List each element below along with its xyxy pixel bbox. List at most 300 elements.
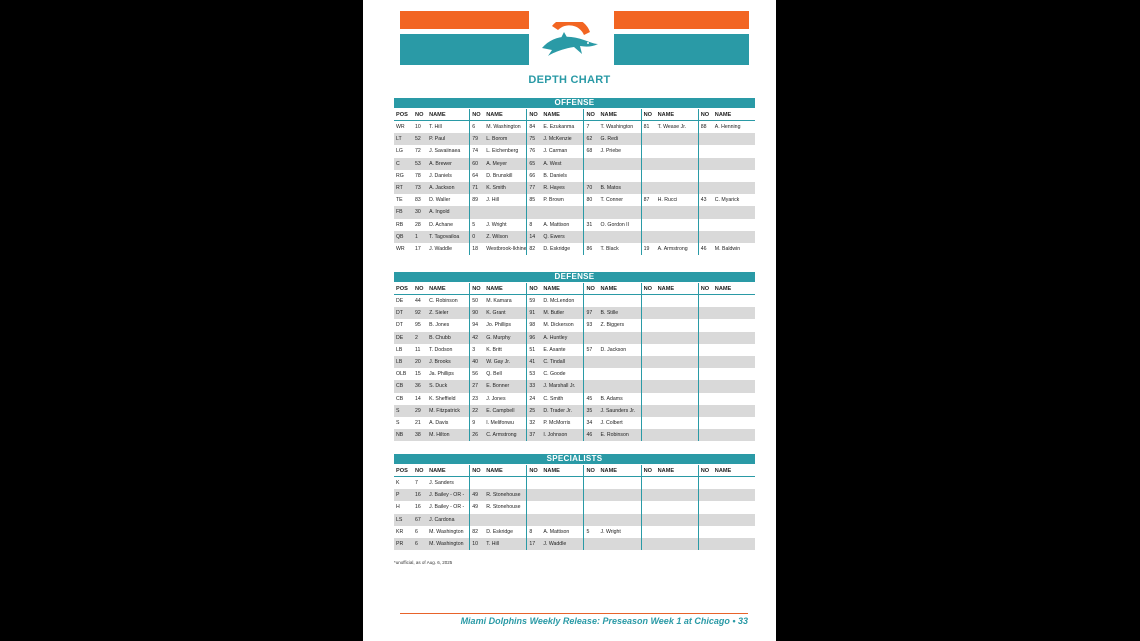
player-name-cell: H. Rucci (657, 197, 678, 204)
number-cell: 44 (415, 298, 421, 305)
position-cell: LB (396, 346, 403, 353)
position-cell: CB (396, 395, 404, 402)
player-name-cell (656, 158, 699, 170)
position-cell: LT (394, 133, 413, 145)
number-cell: 16 (415, 504, 421, 511)
player-name-cell (713, 417, 755, 429)
specialists-section-header: SPECIALISTS (394, 454, 755, 464)
player-name-cell (656, 356, 699, 368)
player-name-cell (713, 170, 755, 182)
player-name-cell (656, 368, 699, 380)
number-cell: 73 (413, 182, 427, 194)
player-name-cell: R. Stonehouse (484, 489, 527, 501)
player-name-cell (656, 170, 699, 182)
player-name-cell: J. Bailey - OR - (427, 489, 470, 501)
player-name-cell: T. Tagovailoa (427, 231, 470, 243)
position-cell: H (396, 504, 400, 511)
number-cell (641, 344, 656, 356)
number-cell (698, 405, 713, 417)
player-name-cell: P. Brown (543, 197, 564, 204)
player-name-cell (713, 158, 755, 170)
column-header: NAME (656, 109, 699, 121)
number-cell: 25 (527, 405, 542, 417)
position-cell: S (394, 405, 413, 417)
player-name-cell (713, 182, 755, 194)
player-name-cell (713, 231, 755, 243)
table-row (394, 182, 755, 194)
number-cell (641, 170, 656, 182)
player-name-cell: J. Jones (486, 395, 506, 402)
player-name-cell: T. Conner (600, 197, 623, 204)
number-cell: 24 (527, 393, 542, 405)
player-name-cell (541, 501, 584, 513)
player-name-cell: T. Washington (600, 124, 634, 131)
number-cell: 53 (413, 158, 427, 170)
number-cell: 98 (527, 319, 542, 331)
column-header: NO (641, 109, 656, 121)
number-cell (641, 219, 656, 231)
number-cell: 17 (415, 245, 421, 252)
number-cell (527, 489, 542, 501)
player-name-cell (656, 332, 699, 344)
player-name-cell (713, 219, 755, 231)
player-name-cell: K. Smith (484, 182, 527, 194)
player-name-cell: E. Campbell (484, 405, 527, 417)
player-name-cell: T. Black (600, 245, 619, 252)
player-name-cell (713, 380, 755, 392)
column-header: NO (470, 109, 485, 121)
player-name-cell (713, 405, 755, 417)
number-cell: 3 (470, 344, 485, 356)
player-name-cell: A. Mattison (543, 528, 570, 535)
number-cell (698, 429, 713, 441)
number-cell (641, 538, 656, 550)
number-cell: 56 (470, 368, 485, 380)
column-header: NAME (713, 109, 755, 121)
number-cell (698, 356, 713, 368)
player-name-cell (599, 158, 642, 170)
player-name-cell: J. Wright (486, 221, 507, 228)
player-name-cell: J. Sanders (429, 480, 454, 487)
number-cell (698, 489, 713, 501)
player-name-cell (484, 514, 527, 526)
number-cell (584, 368, 599, 380)
column-header: POS (394, 109, 413, 121)
number-cell (698, 158, 713, 170)
number-cell (641, 368, 656, 380)
column-header: NO (698, 465, 713, 477)
column-header: NO (584, 109, 599, 121)
number-cell: 23 (470, 393, 485, 405)
player-name-cell (599, 368, 642, 380)
column-header: NO (470, 283, 485, 295)
player-name-cell (656, 307, 699, 319)
number-cell (641, 133, 656, 145)
number-cell: 35 (584, 405, 599, 417)
player-name-cell (713, 332, 755, 344)
number-cell: 66 (527, 170, 542, 182)
number-cell: 78 (415, 172, 421, 179)
column-header: NAME (427, 109, 470, 121)
number-cell: 2 (413, 332, 427, 344)
number-cell (641, 307, 656, 319)
player-name-cell: B. Adams (600, 395, 623, 402)
number-cell (584, 356, 599, 368)
footer-text: Miami Dolphins Weekly Release: Preseason Week 1 at Chicago • 33 (460, 616, 748, 626)
column-header: NAME (599, 109, 642, 121)
number-cell: 36 (413, 380, 427, 392)
number-cell: 79 (470, 133, 485, 145)
number-cell (584, 538, 599, 550)
column-header: NO (413, 109, 427, 121)
player-name-cell: A. Jackson (427, 182, 470, 194)
number-cell: 77 (527, 182, 542, 194)
player-name-cell (713, 477, 755, 490)
number-cell (641, 295, 656, 308)
number-cell: 6 (413, 538, 427, 550)
player-name-cell (713, 344, 755, 356)
table-row (394, 356, 755, 368)
table-row (394, 417, 755, 429)
number-cell: 64 (470, 170, 485, 182)
unofficial-note: *unofficial, as of Aug. 6, 2025 (394, 560, 453, 565)
number-cell (698, 477, 713, 490)
position-cell: RB (396, 221, 404, 228)
player-name-cell: Westbrook-Ikhine (486, 245, 527, 252)
table-row (394, 243, 755, 255)
table-row (394, 319, 755, 331)
number-cell: 37 (527, 429, 542, 441)
number-cell: 27 (470, 380, 485, 392)
number-cell: 9 (470, 417, 485, 429)
number-cell: 92 (413, 307, 427, 319)
number-cell: 6 (470, 121, 485, 134)
position-cell: S (396, 419, 400, 426)
defense-table (394, 283, 755, 441)
number-cell: 41 (527, 356, 542, 368)
player-name-cell: S. Duck (427, 380, 470, 392)
number-cell (698, 538, 713, 550)
table-row (394, 477, 755, 490)
number-cell: 21 (415, 419, 421, 426)
player-name-cell (599, 538, 642, 550)
player-name-cell: C. Smith (543, 395, 564, 402)
player-name-cell: I. Melifonwu (486, 419, 514, 426)
player-name-cell (713, 145, 755, 157)
table-row (394, 514, 755, 526)
number-cell (641, 380, 656, 392)
number-cell: 46 (584, 429, 599, 441)
column-header: NAME (541, 109, 584, 121)
number-cell: 74 (470, 145, 485, 157)
number-cell: 7 (584, 121, 599, 134)
number-cell (470, 477, 485, 490)
number-cell (698, 319, 713, 331)
number-cell: 93 (584, 319, 599, 331)
number-cell: 96 (527, 332, 542, 344)
header-row (394, 465, 755, 477)
number-cell (584, 477, 599, 490)
player-name-cell: T. Hill (484, 538, 527, 550)
number-cell: 72 (415, 148, 421, 155)
player-name-cell: A. Mattison (543, 221, 570, 228)
player-name-cell: J. Wright (600, 528, 621, 535)
number-cell: 5 (584, 526, 599, 538)
number-cell: 40 (470, 356, 485, 368)
player-name-cell: J. Marshall Jr. (541, 380, 584, 392)
position-cell: KR (396, 528, 404, 535)
player-name-cell (713, 514, 755, 526)
player-name-cell (656, 538, 699, 550)
defense-section-header: DEFENSE (394, 272, 755, 282)
number-cell: 60 (470, 158, 485, 170)
number-cell: 28 (415, 221, 421, 228)
number-cell (584, 206, 599, 218)
table-row (394, 145, 755, 157)
number-cell (584, 380, 599, 392)
column-header: NO (698, 109, 713, 121)
position-cell: WR (396, 124, 405, 131)
number-cell (470, 514, 485, 526)
number-cell: 80 (584, 194, 599, 206)
number-cell (698, 393, 713, 405)
number-cell (584, 514, 599, 526)
number-cell: 43 (698, 194, 713, 206)
player-name-cell (656, 417, 699, 429)
number-cell (698, 133, 713, 145)
player-name-cell (713, 538, 755, 550)
number-cell: 30 (413, 206, 427, 218)
player-name-cell (599, 489, 642, 501)
number-cell (641, 319, 656, 331)
player-name-cell: T. Wease Jr. (657, 124, 687, 131)
number-cell: 15 (415, 371, 421, 378)
number-cell (698, 380, 713, 392)
column-header: NO (470, 465, 485, 477)
header-orange-bar-left (400, 11, 529, 29)
footer-rule (400, 613, 748, 614)
player-name-cell (599, 380, 642, 392)
header-orange-bar-right (614, 11, 749, 29)
player-name-cell (713, 356, 755, 368)
number-cell: 0 (470, 231, 485, 243)
column-header: NAME (541, 283, 584, 295)
player-name-cell: D. Jackson (600, 346, 627, 353)
player-name-cell (541, 206, 584, 218)
column-header: NAME (713, 465, 755, 477)
number-cell (698, 145, 713, 157)
number-cell: 10 (415, 124, 421, 131)
player-name-cell: A. Brewer (427, 158, 470, 170)
offense-section-header: OFFENSE (394, 98, 755, 108)
number-cell: 82 (470, 526, 485, 538)
table-row (394, 231, 755, 243)
player-name-cell: M. Fitzpatrick (427, 405, 470, 417)
player-name-cell: M. Dickerson (543, 322, 574, 329)
player-name-cell: J. Carman (543, 148, 568, 155)
number-cell: 65 (527, 158, 542, 170)
column-header: NO (584, 465, 599, 477)
table-row (394, 393, 755, 405)
player-name-cell: A. Davis (429, 419, 449, 426)
number-cell (698, 182, 713, 194)
table-row (394, 380, 755, 392)
player-name-cell: Ja. Phillips (429, 371, 454, 378)
player-name-cell: Z. Wilson (484, 231, 527, 243)
position-cell: QB (394, 231, 413, 243)
player-name-cell: P. McMorris (543, 419, 571, 426)
column-header: NAME (656, 283, 699, 295)
table-row (394, 133, 755, 145)
column-header: NAME (599, 465, 642, 477)
position-cell: RG (396, 172, 404, 179)
table-row (394, 501, 755, 513)
player-name-cell (599, 206, 642, 218)
number-cell (584, 231, 599, 243)
position-cell: LG (396, 148, 403, 155)
table-row (394, 194, 755, 206)
position-cell: WR (396, 245, 405, 252)
column-header: NO (527, 109, 542, 121)
position-cell: DT (396, 322, 403, 329)
player-name-cell (713, 368, 755, 380)
player-name-cell (599, 501, 642, 513)
player-name-cell: P. Paul (427, 133, 470, 145)
number-cell: 97 (584, 307, 599, 319)
player-name-cell: D. Brunskill (486, 172, 513, 179)
table-row (394, 170, 755, 182)
player-name-cell: M. Hilton (427, 429, 470, 441)
player-name-cell: D. Trader Jr. (541, 405, 584, 417)
player-name-cell (656, 380, 699, 392)
player-name-cell: J. Bailey - OR - (429, 504, 465, 511)
player-name-cell: Q. Bell (486, 371, 502, 378)
column-header: NAME (656, 465, 699, 477)
column-header: NO (641, 283, 656, 295)
player-name-cell: E. Bonner (484, 380, 527, 392)
player-name-cell: M. Butler (541, 307, 584, 319)
number-cell (641, 206, 656, 218)
number-cell: 7 (415, 480, 418, 487)
number-cell (641, 526, 656, 538)
position-cell: DE (396, 298, 404, 305)
number-cell: 75 (527, 133, 542, 145)
player-name-cell: M. Washington (486, 124, 521, 131)
table-row (394, 158, 755, 170)
number-cell: 26 (470, 429, 485, 441)
player-name-cell (656, 429, 699, 441)
number-cell (698, 332, 713, 344)
player-name-cell: C. Myarick (714, 197, 740, 204)
column-header: NAME (541, 465, 584, 477)
number-cell (698, 526, 713, 538)
column-header: NO (527, 283, 542, 295)
player-name-cell: J. Daniels (429, 172, 452, 179)
table-row (394, 368, 755, 380)
player-name-cell (541, 489, 584, 501)
player-name-cell (541, 514, 584, 526)
player-name-cell (656, 393, 699, 405)
player-name-cell (656, 231, 699, 243)
number-cell (641, 145, 656, 157)
player-name-cell: T. Dodson (429, 346, 453, 353)
player-name-cell: A. West (541, 158, 584, 170)
player-name-cell (656, 295, 699, 308)
number-cell: 34 (584, 417, 599, 429)
number-cell (698, 307, 713, 319)
number-cell (641, 393, 656, 405)
column-header: NO (527, 465, 542, 477)
number-cell: 17 (527, 538, 542, 550)
player-name-cell: E. Robinson (599, 429, 642, 441)
player-name-cell: M. Washington (429, 528, 464, 535)
player-name-cell: B. Chubb (427, 332, 470, 344)
number-cell (641, 356, 656, 368)
player-name-cell (713, 501, 755, 513)
position-cell: K (396, 480, 400, 487)
number-cell: 19 (641, 243, 656, 255)
number-cell: 68 (584, 145, 599, 157)
number-cell: 14 (527, 231, 542, 243)
header-aqua-bar-right (614, 34, 749, 65)
number-cell: 62 (584, 133, 599, 145)
number-cell (698, 219, 713, 231)
player-name-cell: J. Colbert (600, 419, 623, 426)
player-name-cell: K. Sheffield (429, 395, 456, 402)
number-cell (584, 170, 599, 182)
player-name-cell: C. Tindall (541, 356, 584, 368)
column-header: NAME (484, 283, 527, 295)
position-cell: PR (394, 538, 413, 550)
number-cell (641, 182, 656, 194)
player-name-cell (599, 295, 642, 308)
player-name-cell (656, 405, 699, 417)
number-cell: 90 (470, 307, 485, 319)
player-name-cell (656, 206, 699, 218)
number-cell: 71 (470, 182, 485, 194)
table-row (394, 429, 755, 441)
number-cell (470, 206, 485, 218)
position-cell: P (394, 489, 413, 501)
number-cell: 91 (527, 307, 542, 319)
player-name-cell: A. Armstrong (657, 245, 688, 252)
player-name-cell: D. Achane (429, 221, 454, 228)
player-name-cell (713, 133, 755, 145)
player-name-cell: W. Gay Jr. (484, 356, 527, 368)
number-cell (584, 158, 599, 170)
player-name-cell: D. Eskridge (543, 245, 571, 252)
number-cell (641, 514, 656, 526)
number-cell: 10 (470, 538, 485, 550)
player-name-cell: J. Brooks (427, 356, 470, 368)
player-name-cell: D. Eskridge (486, 528, 514, 535)
number-cell (698, 170, 713, 182)
number-cell (584, 501, 599, 513)
player-name-cell (713, 307, 755, 319)
player-name-cell (713, 489, 755, 501)
player-name-cell (656, 344, 699, 356)
table-row (394, 307, 755, 319)
player-name-cell (599, 514, 642, 526)
player-name-cell: A. Henning (714, 124, 741, 131)
column-header: NAME (427, 283, 470, 295)
player-name-cell (541, 477, 584, 490)
table-row (394, 526, 755, 538)
player-name-cell: D. Waller (429, 197, 451, 204)
specialists-table (394, 465, 755, 550)
position-cell: LB (394, 356, 413, 368)
number-cell (584, 332, 599, 344)
